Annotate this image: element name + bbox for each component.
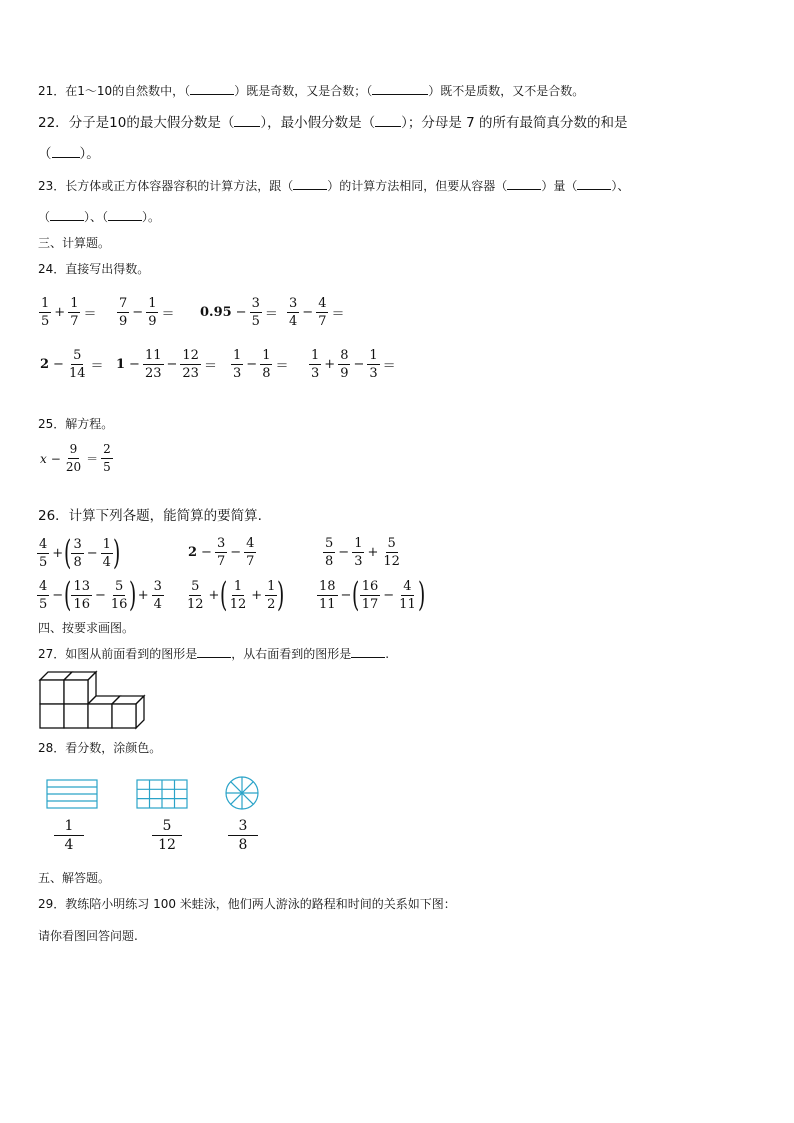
fraction <box>109 579 130 612</box>
q24-expr-8 <box>308 348 398 381</box>
numerator: 18 <box>319 578 336 594</box>
operator: + <box>52 545 64 561</box>
denominator: 4 <box>153 596 162 612</box>
section-5-heading: 五、解答题。 <box>38 871 111 885</box>
question-23-line2: （ ）、（ ）。 <box>38 210 161 224</box>
q26-expr-5 <box>184 575 285 615</box>
fraction <box>397 579 418 612</box>
denominator: 8 <box>325 554 334 569</box>
fraction <box>37 579 49 612</box>
denominator: 3 <box>311 366 320 381</box>
denominator: 23 <box>182 366 199 381</box>
operator: ＝ <box>331 307 345 322</box>
question-24-title: 24．直接写出得数。 <box>38 262 150 276</box>
answer-blank[interactable] <box>577 178 611 190</box>
numerator: 5 <box>115 578 124 594</box>
section-3-heading: 三、计算题。 <box>38 236 111 250</box>
answer-blank[interactable] <box>375 115 401 127</box>
denominator: 7 <box>216 554 226 569</box>
numerator: 1 <box>311 348 320 363</box>
denominator: 20 <box>65 460 82 474</box>
numerator: 1 <box>354 536 363 551</box>
fraction-label-1: 1 4 <box>54 817 84 854</box>
numerator: 1 <box>233 348 242 363</box>
section-4-heading: 四、按要求画图。 <box>38 621 135 635</box>
denominator: 17 <box>361 596 379 612</box>
denominator: 23 <box>144 366 162 381</box>
denominator: 7 <box>246 554 255 569</box>
operator: − <box>340 587 352 603</box>
fraction <box>287 296 299 329</box>
denominator: 7 <box>318 314 327 329</box>
numerator: 13 <box>73 578 90 594</box>
numerator: 5 <box>73 348 82 363</box>
question-22: 22．分子是10的最大假分数是（ ），最小假分数是（ ）；分母是 7 的所有最简真分数的和是 <box>38 115 628 131</box>
answer-blank[interactable] <box>108 209 142 221</box>
fraction <box>360 579 381 612</box>
fraction <box>352 536 364 569</box>
operator: 2 <box>40 357 50 372</box>
denominator: 11 <box>319 596 336 612</box>
operator: + <box>324 357 336 372</box>
numerator: 3 <box>73 536 82 552</box>
numerator: 11 <box>144 348 162 363</box>
answer-blank[interactable] <box>507 178 541 190</box>
circle-eighths-shape[interactable] <box>224 775 260 811</box>
denominator: 4 <box>102 554 111 570</box>
cube-stack-figure <box>38 670 150 732</box>
numerator: 1 <box>262 348 271 363</box>
operator: ＝ <box>161 307 175 322</box>
operator: x <box>40 451 47 466</box>
operator: − <box>201 545 212 560</box>
numerator: 3 <box>289 296 298 311</box>
fraction <box>180 348 201 381</box>
operator: 2 <box>188 545 198 560</box>
denominator: 9 <box>119 314 128 329</box>
operator: − <box>86 545 98 561</box>
parenthesis: ) <box>277 575 285 615</box>
fraction <box>101 442 113 475</box>
numerator: 8 <box>340 348 349 363</box>
question-26-title: 26．计算下列各题，能简算的要简算. <box>38 508 262 524</box>
operator: ＝ <box>203 359 217 374</box>
parenthesis: ( <box>64 575 72 615</box>
q26-expr-3 <box>322 536 403 569</box>
fraction <box>338 348 350 381</box>
denominator: 12 <box>187 596 204 612</box>
q26-expr-4 <box>36 575 165 615</box>
fraction <box>317 579 338 612</box>
denominator: 5 <box>103 460 111 474</box>
q24-expr-4 <box>286 296 346 329</box>
operator: ＝ <box>382 359 396 374</box>
answer-blank[interactable] <box>197 646 231 658</box>
operator: − <box>53 357 64 372</box>
operator: ＝ <box>275 359 289 374</box>
denominator: 9 <box>148 314 157 329</box>
operator: − <box>235 305 247 320</box>
operator: ＝ <box>90 359 104 374</box>
parenthesis: ) <box>417 575 425 615</box>
numerator: 4 <box>39 536 48 552</box>
q24-expr-6 <box>114 348 219 381</box>
fraction <box>250 296 262 329</box>
operator: + <box>251 587 263 603</box>
operator: − <box>95 587 106 603</box>
q24-expr-3 <box>198 296 280 329</box>
fraction-label-3: 3 8 <box>228 817 258 854</box>
q24-expr-5 <box>38 348 106 381</box>
rectangle-quarters-shape[interactable] <box>46 779 98 809</box>
q24-expr-2 <box>116 296 176 329</box>
operator: − <box>338 545 350 560</box>
q26-expr-6 <box>316 575 425 615</box>
question-27: 27．如图从前面看到的图形是 ，从右面看到的图形是 . <box>38 647 390 661</box>
numerator: 1 <box>41 296 50 311</box>
parenthesis: ) <box>112 533 121 573</box>
numerator: 1 <box>267 578 276 594</box>
operator: + <box>208 587 220 603</box>
denominator: 8 <box>262 366 271 381</box>
fraction <box>215 536 227 569</box>
fraction <box>309 348 321 381</box>
operator: − <box>132 305 144 320</box>
operator: − <box>50 451 61 466</box>
denominator: 5 <box>251 314 260 329</box>
fraction <box>323 536 335 569</box>
numerator: 4 <box>403 578 412 594</box>
operator: ＝ <box>83 307 97 322</box>
parenthesis: ) <box>129 575 137 615</box>
q24-expr-7 <box>230 348 290 381</box>
fraction <box>67 348 88 381</box>
operator: − <box>166 357 178 372</box>
question-23: 23．长方体或正方体容器容积的计算方法，跟（ ）的计算方法相同，但要从容器（ ）量（ ）、 <box>38 179 630 193</box>
question-25-title: 25．解方程。 <box>38 417 114 431</box>
denominator: 14 <box>68 366 86 381</box>
operator: ＝ <box>264 307 278 322</box>
question-21: 21．在1～10的自然数中，（ ）既是奇数，又是合数；（ ）既不是质数，又不是合数。 <box>38 84 585 98</box>
q26-expr-2 <box>186 536 257 569</box>
denominator: 2 <box>267 596 276 612</box>
fraction <box>381 536 402 569</box>
operator: + <box>137 587 149 603</box>
operator: − <box>383 587 395 603</box>
denominator: 3 <box>233 366 242 381</box>
numerator: 1 <box>233 578 243 594</box>
fraction <box>244 536 256 569</box>
numerator: 4 <box>246 536 255 551</box>
denominator: 12 <box>229 596 247 612</box>
numerator: 4 <box>318 296 327 311</box>
denominator: 3 <box>369 366 378 381</box>
fraction <box>146 296 158 329</box>
answer-blank[interactable] <box>372 83 428 95</box>
operator: − <box>246 357 258 372</box>
operator: 0.95 <box>200 305 232 320</box>
operator: − <box>52 587 64 603</box>
denominator: 4 <box>289 314 298 329</box>
denominator: 9 <box>340 366 349 381</box>
operator: − <box>230 545 242 560</box>
fraction <box>71 579 92 612</box>
parenthesis: ( <box>220 575 228 615</box>
numerator: 2 <box>101 442 113 459</box>
answer-blank[interactable] <box>52 146 80 158</box>
numerator: 1 <box>70 296 79 311</box>
fraction <box>185 579 206 612</box>
denominator: 5 <box>39 596 48 612</box>
fraction <box>316 296 328 329</box>
fraction <box>37 537 49 570</box>
numerator: 12 <box>182 348 199 363</box>
parenthesis: ( <box>352 575 360 615</box>
answer-blank[interactable] <box>190 83 234 95</box>
numerator: 1 <box>369 348 378 363</box>
fraction <box>265 579 277 612</box>
fraction <box>64 442 83 475</box>
q24-expr-1 <box>38 296 98 329</box>
operator: ＝ <box>86 452 99 466</box>
operator: − <box>302 305 314 320</box>
denominator: 16 <box>110 596 128 612</box>
denominator: 7 <box>70 314 79 329</box>
rectangle-twelfths-shape[interactable] <box>136 779 188 809</box>
numerator: 3 <box>251 296 260 311</box>
numerator: 1 <box>102 536 111 552</box>
fraction <box>143 348 164 381</box>
numerator: 3 <box>216 536 226 551</box>
fraction <box>231 348 243 381</box>
numerator: 4 <box>39 578 48 594</box>
fraction <box>152 579 164 612</box>
answer-blank[interactable] <box>293 178 327 190</box>
denominator: 5 <box>39 554 48 570</box>
answer-blank[interactable] <box>234 115 260 127</box>
fraction <box>68 296 80 329</box>
fraction-label-2: 5 12 <box>152 817 182 854</box>
numerator: 5 <box>191 578 200 594</box>
answer-blank[interactable] <box>351 646 385 658</box>
answer-blank[interactable] <box>50 209 84 221</box>
numerator: 9 <box>68 442 80 459</box>
fraction <box>101 537 113 570</box>
parenthesis: ( <box>64 533 72 573</box>
denominator: 8 <box>73 554 82 570</box>
question-28-title: 28．看分数，涂颜色。 <box>38 741 162 755</box>
operator: + <box>367 545 379 560</box>
numerator: 7 <box>119 296 128 311</box>
operator: + <box>54 305 66 320</box>
denominator: 11 <box>399 596 416 612</box>
denominator: 16 <box>73 596 90 612</box>
operator: − <box>129 357 140 372</box>
numerator: 16 <box>361 578 379 594</box>
numerator: 3 <box>153 578 162 594</box>
fraction <box>117 296 129 329</box>
question-29: 29．教练陪小明练习 100 米蛙泳，他们两人游泳的路程和时间的关系如下图： <box>38 897 456 911</box>
numerator: 5 <box>387 536 396 551</box>
numerator: 1 <box>148 296 157 311</box>
fraction <box>228 579 249 612</box>
denominator: 3 <box>354 554 363 569</box>
fraction <box>39 296 51 329</box>
fraction <box>260 348 272 381</box>
q26-expr-1 <box>36 533 121 573</box>
q25-equation <box>38 442 114 475</box>
fraction <box>367 348 379 381</box>
question-22-line2: （ ）。 <box>38 146 100 162</box>
question-29-line2: 请你看图回答问题. <box>38 929 138 943</box>
fraction <box>71 537 83 570</box>
numerator: 5 <box>325 536 334 551</box>
denominator: 12 <box>383 554 400 569</box>
denominator: 5 <box>41 314 50 329</box>
operator: − <box>353 357 365 372</box>
operator: 1 <box>116 357 126 372</box>
